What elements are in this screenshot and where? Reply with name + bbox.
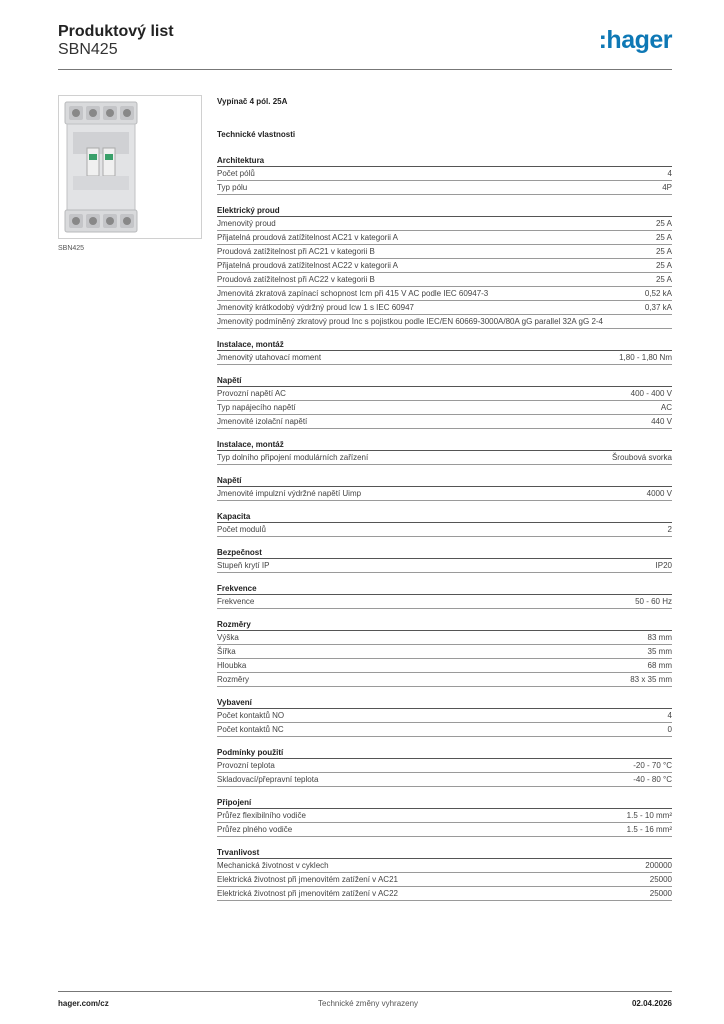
section-title: Vybavení (217, 697, 672, 709)
spec-row (217, 231, 672, 245)
spec-row (217, 351, 672, 365)
spec-section (217, 583, 672, 609)
spec-label: Počet kontaktů NO (217, 711, 285, 720)
hager-logo: :hager (598, 26, 672, 54)
spec-label: Šířka (217, 647, 236, 656)
section-title: Rozměry (217, 619, 672, 631)
spec-value: 1.5 - 10 mm² (626, 811, 672, 820)
image-caption: SBN425 (58, 245, 85, 252)
spec-label: Jmenovitý krátkodobý výdržný proud Icw 1 s IEC 60947 (217, 303, 414, 312)
spec-label: Počet pólů (217, 169, 255, 178)
section-title: Podmínky použití (217, 747, 672, 759)
spec-label: Typ napájecího napětí (217, 403, 296, 412)
spec-row (217, 259, 672, 273)
spec-label: Průřez plného vodiče (217, 825, 293, 834)
header-divider (58, 69, 672, 70)
spec-value: 25 A (655, 233, 672, 242)
spec-row (217, 167, 672, 181)
spec-value: 25000 (649, 875, 672, 884)
spec-row (217, 287, 672, 301)
spec-row (217, 859, 672, 873)
footer-date: 02.04.2026 (631, 999, 672, 1008)
footer-divider (58, 991, 672, 992)
spec-row (217, 645, 672, 659)
spec-section (217, 155, 672, 195)
spec-row (217, 709, 672, 723)
spec-label: Výška (217, 633, 239, 642)
spec-row (217, 773, 672, 787)
product-name: Vypínač 4 pól. 25A (217, 97, 288, 106)
spec-value: -20 - 70 °C (633, 761, 672, 770)
spec-label: Typ pólu (217, 183, 248, 192)
spec-label: Jmenovité impulzní výdržné napětí Uimp (217, 489, 362, 498)
spec-row (217, 181, 672, 195)
page-title: Produktový list (58, 23, 174, 40)
spec-section (217, 847, 672, 901)
spec-label: Skladovací/přepravní teplota (217, 775, 319, 784)
spec-value: 83 mm (647, 633, 672, 642)
spec-row (217, 487, 672, 501)
spec-value: 50 - 60 Hz (635, 597, 672, 606)
footer-note: Technické změny vyhrazeny (318, 999, 419, 1008)
spec-value: 0 (667, 725, 672, 734)
spec-value: 25000 (649, 889, 672, 898)
spec-row (217, 315, 672, 329)
spec-row (217, 245, 672, 259)
spec-section (217, 797, 672, 837)
spec-value: 83 x 35 mm (630, 675, 672, 684)
spec-section (217, 547, 672, 573)
spec-content (217, 96, 672, 901)
spec-label: Provozní teplota (217, 761, 275, 770)
section-title: Napětí (217, 375, 672, 387)
spec-section (217, 439, 672, 465)
product-code: SBN425 (58, 41, 118, 58)
spec-label: Mechanická životnost v cyklech (217, 861, 329, 870)
spec-value: 1.5 - 16 mm² (626, 825, 672, 834)
section-title: Architektura (217, 155, 672, 167)
spec-value: AC (660, 403, 672, 412)
section-title: Bezpečnost (217, 547, 672, 559)
spec-row (217, 659, 672, 673)
spec-section (217, 697, 672, 737)
spec-label: Elektrická životnost při jmenovitém zatížení v AC21 (217, 875, 398, 884)
spec-label: Stupeň krytí IP (217, 561, 270, 570)
spec-row (217, 451, 672, 465)
spec-row (217, 415, 672, 429)
spec-row (217, 887, 672, 901)
spec-value: 0,52 kA (644, 289, 672, 298)
spec-value: 4P (662, 183, 672, 192)
spec-label: Jmenovitý podmíněný zkratový proud Inc s pojistkou podle IEC/EN 60669-3000A/80A gG parallel 32A gG 2-4 (217, 317, 603, 326)
spec-label: Provozní napětí AC (217, 389, 286, 398)
spec-value: 400 - 400 V (630, 389, 672, 398)
spec-row (217, 673, 672, 687)
spec-label: Typ dolního připojení modulárních zařízení (217, 453, 369, 462)
spec-value: 440 V (651, 417, 672, 426)
spec-row (217, 217, 672, 231)
spec-row (217, 559, 672, 573)
spec-value: 25 A (655, 261, 672, 270)
spec-label: Počet modulů (217, 525, 266, 534)
section-title: Napětí (217, 475, 672, 487)
spec-row (217, 273, 672, 287)
spec-section (217, 511, 672, 537)
spec-value: 2 (667, 525, 672, 534)
spec-label: Proudová zatížitelnost při AC22 v kategorii B (217, 275, 375, 284)
spec-section (217, 375, 672, 429)
section-title: Kapacita (217, 511, 672, 523)
spec-value: 4000 V (646, 489, 672, 498)
spec-row (217, 387, 672, 401)
section-title: Připojení (217, 797, 672, 809)
spec-value: 1,80 - 1,80 Nm (619, 353, 672, 362)
spec-label: Proudová zatížitelnost při AC21 v kategorii B (217, 247, 375, 256)
spec-row (217, 723, 672, 737)
spec-row (217, 401, 672, 415)
spec-section (217, 475, 672, 501)
spec-section (217, 339, 672, 365)
section-title: Trvanlivost (217, 847, 672, 859)
spec-label: Rozměry (217, 675, 250, 684)
spec-label: Průřez flexibilního vodiče (217, 811, 306, 820)
section-title: Instalace, montáž (217, 439, 672, 451)
page-header (58, 20, 672, 68)
spec-value: 4 (667, 711, 672, 720)
spec-label: Přijatelná proudová zatížitelnost AC22 v kategorii A (217, 261, 398, 270)
spec-label: Jmenovitý proud (217, 219, 276, 228)
spec-row (217, 759, 672, 773)
spec-label: Přijatelná proudová zatížitelnost AC21 v kategorii A (217, 233, 398, 242)
spec-value: -40 - 80 °C (633, 775, 672, 784)
spec-value: 25 A (655, 275, 672, 284)
spec-label: Frekvence (217, 597, 255, 606)
spec-value: 200000 (645, 861, 672, 870)
spec-row (217, 809, 672, 823)
spec-label: Počet kontaktů NC (217, 725, 284, 734)
section-title: Elektrický proud (217, 205, 672, 217)
spec-row (217, 873, 672, 887)
spec-value: 25 A (655, 247, 672, 256)
spec-label: Elektrická životnost při jmenovitém zatížení v AC22 (217, 889, 398, 898)
spec-section (217, 205, 672, 329)
tech-heading: Technické vlastnosti (217, 130, 296, 139)
spec-label: Jmenovitý utahovací moment (217, 353, 322, 362)
section-title: Instalace, montáž (217, 339, 672, 351)
section-title: Frekvence (217, 583, 672, 595)
spec-value: 0,37 kA (644, 303, 672, 312)
spec-section (217, 747, 672, 787)
spec-row (217, 595, 672, 609)
product-image (58, 95, 202, 239)
spec-label: Jmenovité izolační napětí (217, 417, 308, 426)
spec-value: Šroubová svorka (611, 453, 672, 462)
spec-value: 68 mm (647, 661, 672, 670)
footer-url[interactable]: hager.com/cz (58, 999, 109, 1008)
spec-value: 35 mm (647, 647, 672, 656)
spec-value: 25 A (655, 219, 672, 228)
spec-value: IP20 (655, 561, 672, 570)
spec-label: Hloubka (217, 661, 247, 670)
spec-row (217, 301, 672, 315)
spec-row (217, 823, 672, 837)
spec-label: Jmenovitá zkratová zapínací schopnost Icm při 415 V AC podle IEC 60947-3 (217, 289, 489, 298)
spec-row (217, 523, 672, 537)
spec-value: 4 (667, 169, 672, 178)
spec-row (217, 631, 672, 645)
spec-sections (217, 155, 672, 901)
switch-disconnector-icon (59, 96, 201, 238)
spec-section (217, 619, 672, 687)
